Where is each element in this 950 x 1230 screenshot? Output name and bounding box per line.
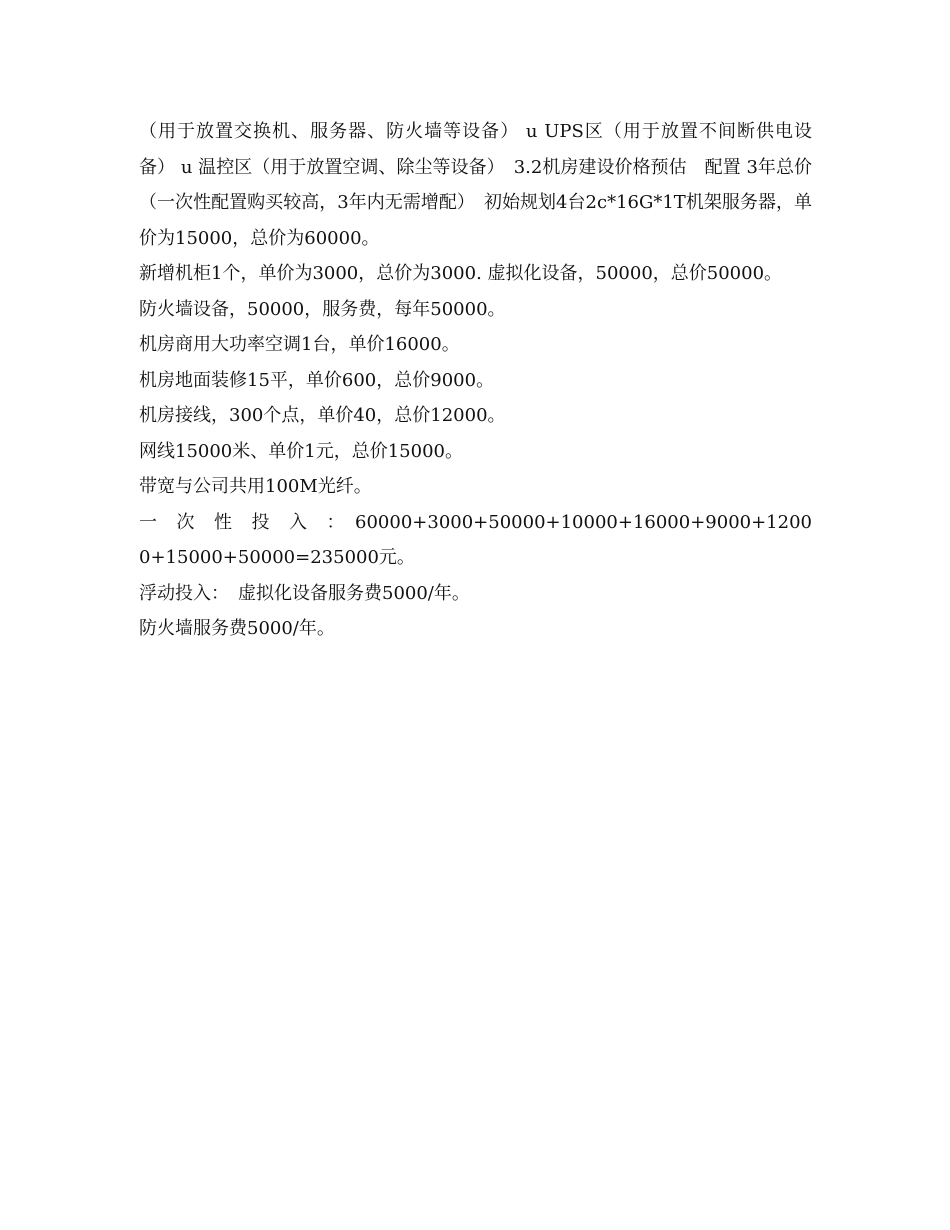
paragraph-floating-investment: 浮动投入： 虚拟化设备服务费5000/年。	[139, 582, 470, 604]
paragraph-intro: （用于放置交换机、服务器、防火墙等设备） u UPS区（用于放置不间断供电设备） u 温控区（用于放置空调、除尘等设备） 3.2机房建设价格预估 配置 3年总价（一次性配置购买较高，3年内无需增配） 初始规划4台2c*16G*1T机架服务器，单价为15000，总价为60000。	[139, 121, 812, 249]
paragraph-wiring: 机房接线，300个点，单价40，总价12000。	[139, 405, 506, 426]
paragraph-floor: 机房地面装修15平，单价600，总价9000。	[139, 369, 495, 391]
paragraph-one-time-investment: 一 次 性 投 入 ： 60000+3000+50000+10000+16000+9000+12000+15000+50000=235000元。	[139, 511, 812, 568]
paragraph-air-conditioner: 机房商用大功率空调1台，单价16000。	[139, 334, 460, 355]
paragraph-bandwidth: 带宽与公司共用100M光纤。	[139, 476, 372, 497]
paragraph-cabinet: 新增机柜1个，单价为3000，总价为3000. 虚拟化设备，50000，总价50000。	[139, 263, 783, 284]
paragraph-firewall: 防火墙设备，50000，服务费，每年50000。	[139, 298, 506, 320]
paragraph-firewall-service: 防火墙服务费5000/年。	[139, 618, 335, 639]
paragraph-network-cable: 网线15000米、单价1元，总价15000。	[139, 440, 463, 462]
document-body	[139, 114, 812, 647]
